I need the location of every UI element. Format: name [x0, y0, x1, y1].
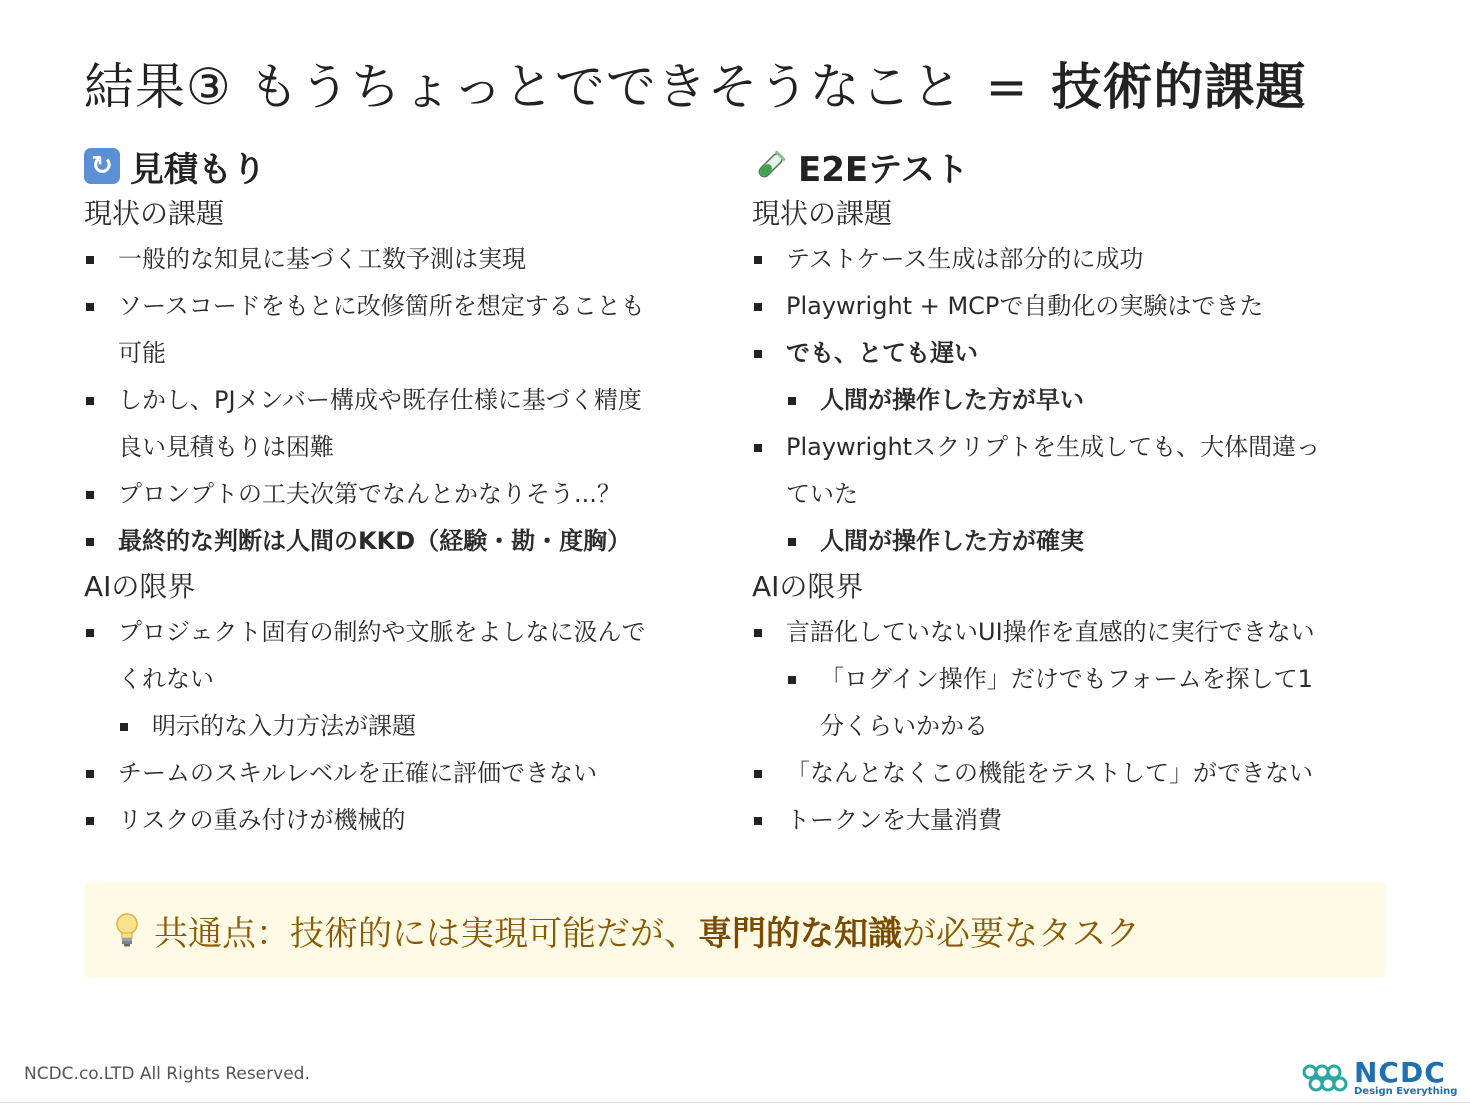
title-part2: 技術的課題 [1051, 58, 1307, 116]
list-item: 人間が操作した方が早い [752, 377, 1392, 424]
ncdc-logo [1300, 1058, 1457, 1098]
copyright-text: NCDC.co.LTD All Rights Reserved. [24, 1064, 310, 1084]
estimation-heading [84, 140, 724, 192]
test-tube-emoji-icon [752, 148, 788, 184]
estimation-column [84, 140, 724, 844]
common-point-callout [84, 882, 1386, 978]
e2e-test-column [752, 140, 1392, 844]
list-item: 明示的な入力方法が課題 [84, 703, 724, 750]
list-item: トークンを大量消費 [752, 797, 1392, 844]
callout-strong-text: 専門的な知識 [698, 913, 902, 954]
e2e-current-issues-heading: 現状の課題 [752, 197, 893, 230]
list-item: 一般的な知見に基づく工数予測は実現 [84, 236, 724, 283]
light-bulb-icon [114, 910, 144, 950]
list-item: 「なんとなくこの機能をテストして」ができない [752, 750, 1392, 797]
logo-tagline: Design Everything [1354, 1086, 1458, 1097]
callout-text-2: が必要なタスク [902, 913, 1140, 954]
list-item: チームのスキルレベルを正確に評価できない [84, 750, 724, 797]
logo-wordmark: NCDC [1354, 1056, 1446, 1089]
list-item: Playwright + MCPで自動化の実験はできた [752, 283, 1392, 330]
estimation-current-issues-heading: 現状の課題 [84, 197, 225, 230]
estimation-ai-limits-heading: AIの限界 [84, 570, 196, 603]
estimation-ai-limits-list [84, 609, 724, 844]
refresh-emoji-icon: ↻ [84, 148, 120, 184]
e2e-test-heading [752, 140, 1392, 192]
title-part1: 結果③ もうちょっとでできそうなこと [84, 58, 963, 116]
list-item: 言語化していないUI操作を直感的に実行できない [752, 609, 1392, 656]
list-item: 「ログイン操作」だけでもフォームを探して1 分くらいかかる [752, 656, 1392, 750]
callout-text-1: 共通点：技術的には実現可能だが、 [154, 913, 698, 954]
title-equals: = [985, 58, 1029, 116]
estimation-current-issues-list [84, 236, 724, 565]
list-item: テストケース生成は部分的に成功 [752, 236, 1392, 283]
list-item: プロンプトの工夫次第でなんとかなりそう...？ [84, 471, 724, 518]
list-item: プロジェクト固有の制約や文脈をよしなに汲んで くれない [84, 609, 724, 703]
list-item: しかし、PJメンバー構成や既存仕様に基づく精度 良い見積もりは困難 [84, 377, 724, 471]
estimation-heading-text: 見積もり [130, 149, 266, 190]
ncdc-logo-mark-icon [1300, 1058, 1350, 1098]
list-item: リスクの重み付けが機械的 [84, 797, 724, 844]
footer-divider [0, 1102, 1470, 1103]
e2e-ai-limits-heading: AIの限界 [752, 570, 864, 603]
e2e-ai-limits-list [752, 609, 1392, 844]
e2e-current-issues-list [752, 236, 1392, 565]
slide-title [84, 52, 1306, 122]
list-item: 人間が操作した方が確実 [752, 518, 1392, 565]
list-item: ソースコードをもとに改修箇所を想定することも 可能 [84, 283, 724, 377]
list-item: でも、とても遅い [752, 330, 1392, 377]
list-item: Playwrightスクリプトを生成しても、大体間違っ ていた [752, 424, 1392, 518]
list-item: 最終的な判断は人間のKKD（経験・勘・度胸） [84, 518, 724, 565]
e2e-test-heading-text: E2Eテスト [798, 149, 969, 190]
